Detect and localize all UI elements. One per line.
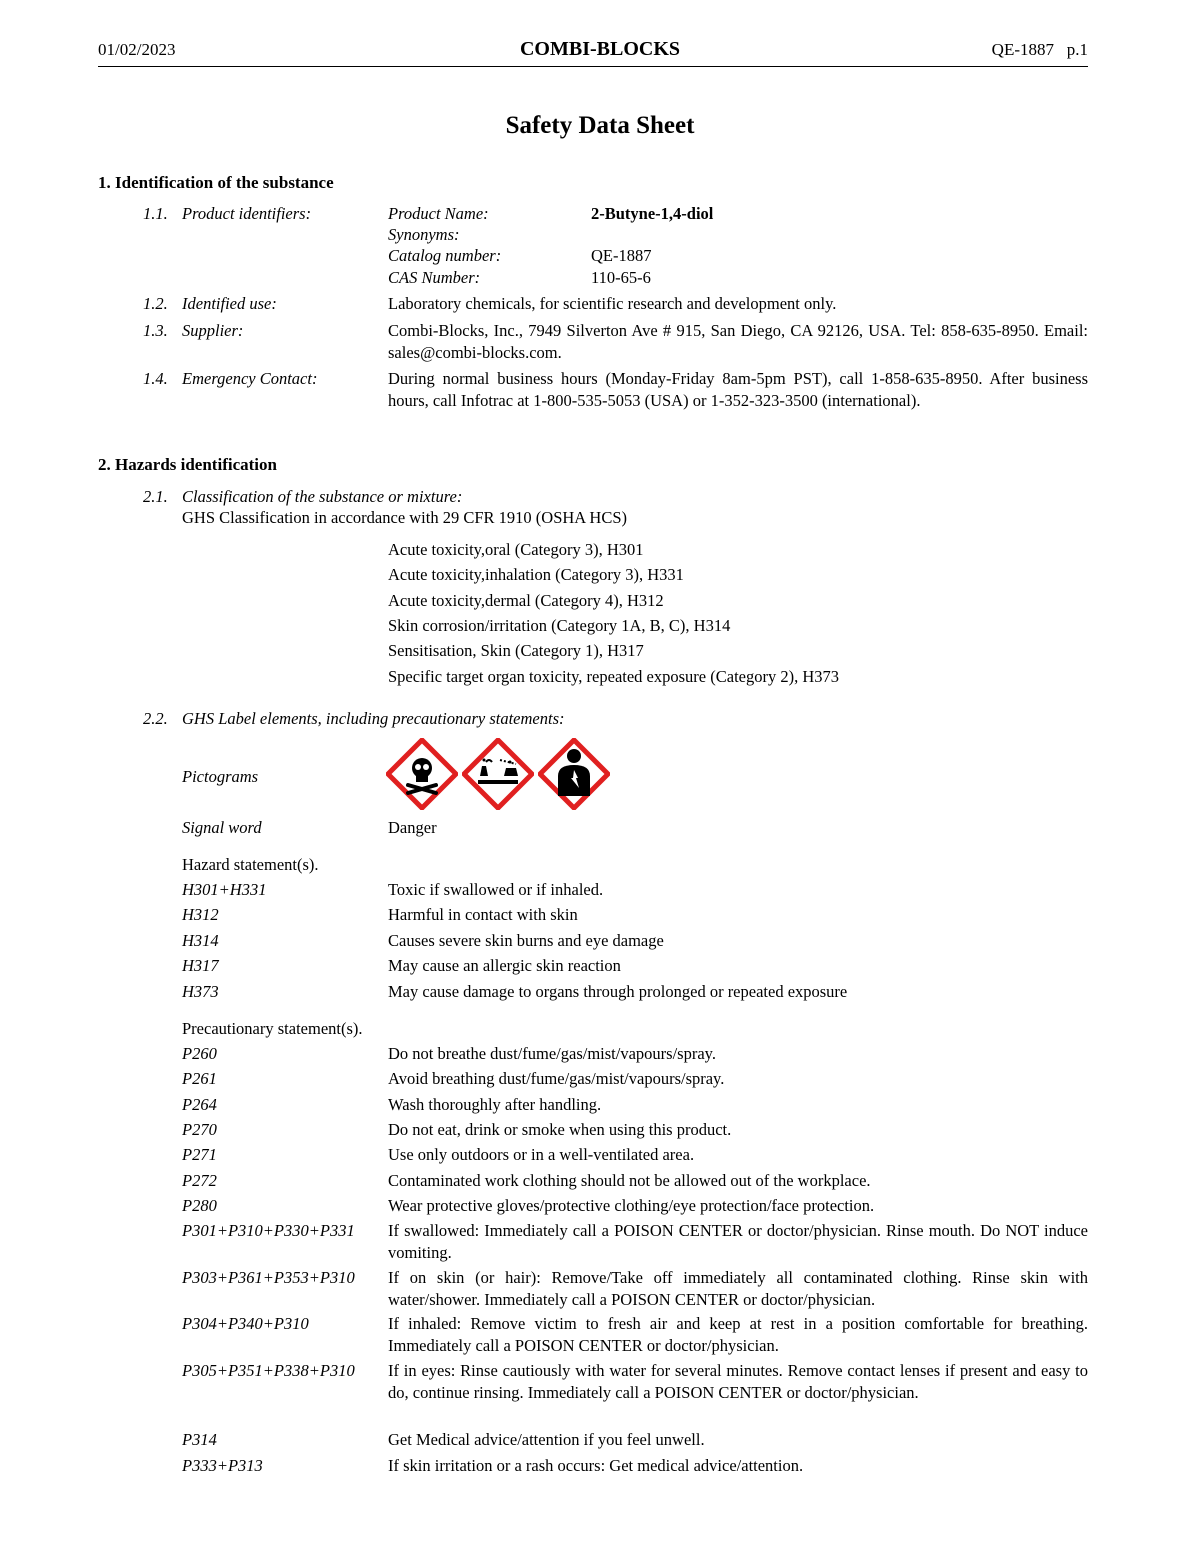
header-page: p.1 xyxy=(1066,40,1088,59)
cas-value: 110-65-6 xyxy=(591,268,651,287)
precaution-code: P280 xyxy=(182,1196,217,1215)
s14-label: Emergency Contact: xyxy=(182,369,318,388)
precaution-heading: Precautionary statement(s). xyxy=(182,1019,363,1038)
precaution-text: Avoid breathing dust/fume/gas/mist/vapours/spray. xyxy=(388,1069,725,1088)
precaution-text: Get Medical advice/attention if you feel unwell. xyxy=(388,1430,705,1449)
class-item: Specific target organ toxicity, repeated exposure (Category 2), H373 xyxy=(388,667,840,686)
precaution-text: Use only outdoors or in a well-ventilated area. xyxy=(388,1145,695,1164)
product-name-value: 2-Butyne-1,4-diol xyxy=(591,204,714,223)
header-code-page xyxy=(992,40,1088,60)
hazard-heading: Hazard statement(s). xyxy=(182,855,319,874)
s11-label: Product identifiers: xyxy=(182,204,312,223)
precaution-code: P261 xyxy=(182,1069,217,1088)
hazard-text: Toxic if swallowed or if inhaled. xyxy=(388,880,604,899)
class-item: Acute toxicity,inhalation (Category 3), H331 xyxy=(388,565,684,584)
catalog-value: QE-1887 xyxy=(591,246,652,265)
class-item: Acute toxicity,dermal (Category 4), H312 xyxy=(388,591,664,610)
precaution-text: If inhaled: Remove victim to fresh air and keep at rest in a position comfortable for breathing. Immediately call a POISON CENTER or doctor/physician. xyxy=(388,1314,1088,1355)
s22-num: 2.2. xyxy=(143,709,168,728)
s14-num: 1.4. xyxy=(143,369,168,388)
precaution-text: Wash thoroughly after handling. xyxy=(388,1095,602,1114)
precaution-code: P270 xyxy=(182,1120,217,1139)
s21-label: Classification of the substance or mixture: xyxy=(182,487,463,506)
precaution-text: If skin irritation or a rash occurs: Get medical advice/attention. xyxy=(388,1456,804,1475)
hazard-text: Causes severe skin burns and eye damage xyxy=(388,931,664,950)
signal-word-label: Signal word xyxy=(182,818,262,837)
skull-crossbones-icon xyxy=(386,738,458,810)
catalog-label: Catalog number: xyxy=(388,246,502,265)
precaution-code: P301+P310+P330+P331 xyxy=(182,1221,355,1240)
hazard-code: H301+H331 xyxy=(182,880,267,899)
hazard-text: Harmful in contact with skin xyxy=(388,905,578,924)
class-item: Skin corrosion/irritation (Category 1A, B, C), H314 xyxy=(388,616,731,635)
hazard-code: H317 xyxy=(182,956,219,975)
synonyms-label: Synonyms: xyxy=(388,225,460,244)
precaution-code: P314 xyxy=(182,1430,217,1449)
cas-label: CAS Number: xyxy=(388,268,481,287)
page-title: Safety Data Sheet xyxy=(505,112,695,139)
corrosion-icon xyxy=(462,738,534,810)
section2-heading: 2. Hazards identification xyxy=(98,455,277,474)
class-item: Acute toxicity,oral (Category 3), H301 xyxy=(388,540,644,559)
product-name-label: Product Name: xyxy=(388,204,489,223)
s12-text: Laboratory chemicals, for scientific research and development only. xyxy=(388,294,837,313)
s14-text: During normal business hours (Monday-Friday 8am-5pm PST), call 1-858-635-8950. After business hours, call Infotrac at 1-800-535-5053 (USA) or 1-352-323-3500 (international). xyxy=(388,369,1088,410)
s12-num: 1.2. xyxy=(143,294,168,313)
s13-num: 1.3. xyxy=(143,321,168,340)
header-company: COMBI-BLOCKS xyxy=(519,38,681,60)
precaution-code: P305+P351+P338+P310 xyxy=(182,1361,355,1380)
s11-num: 1.1. xyxy=(143,204,168,223)
s21-num: 2.1. xyxy=(143,487,168,506)
precaution-text: Wear protective gloves/protective clothing/eye protection/face protection. xyxy=(388,1196,875,1215)
precaution-text: Do not eat, drink or smoke when using this product. xyxy=(388,1120,732,1139)
header-rule xyxy=(98,66,1088,67)
precaution-text: If on skin (or hair): Remove/Take off immediately all contaminated clothing. Rinse skin with water/shower. Immediately call a POISON CENTER or doctor/physician. xyxy=(388,1268,1088,1309)
hazard-code: H312 xyxy=(182,905,219,924)
s21-sub: GHS Classification in accordance with 29 CFR 1910 (OSHA HCS) xyxy=(182,508,628,527)
hazard-text: May cause damage to organs through prolonged or repeated exposure xyxy=(388,982,848,1001)
s12-label: Identified use: xyxy=(182,294,277,313)
precaution-code: P303+P361+P353+P310 xyxy=(182,1268,355,1287)
class-item: Sensitisation, Skin (Category 1), H317 xyxy=(388,641,644,660)
precaution-code: P304+P340+P310 xyxy=(182,1314,309,1333)
s22-label: GHS Label elements, including precautionary statements: xyxy=(182,709,565,728)
hazard-code: H373 xyxy=(182,982,219,1001)
precaution-text: If in eyes: Rinse cautiously with water for several minutes. Remove contact lenses if present and easy to do, continue rinsing. Immediately call a POISON CENTER or doctor/physician. xyxy=(388,1361,1088,1402)
header-code: QE-1887 xyxy=(991,40,1054,59)
precaution-code: P260 xyxy=(182,1044,217,1063)
section1-heading: 1. Identification of the substance xyxy=(98,173,334,192)
pictograms-label: Pictograms xyxy=(182,767,259,786)
precaution-text: Contaminated work clothing should not be allowed out of the workplace. xyxy=(388,1171,871,1190)
precaution-text: If swallowed: Immediately call a POISON CENTER or doctor/physician. Rinse mouth. Do NOT induce vomiting. xyxy=(388,1221,1088,1262)
hazard-text: May cause an allergic skin reaction xyxy=(388,956,621,975)
signal-word-value: Danger xyxy=(388,818,437,837)
precaution-code: P264 xyxy=(182,1095,217,1114)
precaution-code: P271 xyxy=(182,1145,217,1164)
precaution-code: P272 xyxy=(182,1171,217,1190)
s13-label: Supplier: xyxy=(182,321,244,340)
hazard-code: H314 xyxy=(182,931,219,950)
precaution-text: Do not breathe dust/fume/gas/mist/vapours/spray. xyxy=(388,1044,716,1063)
health-hazard-icon xyxy=(538,738,610,810)
header-date: 01/02/2023 xyxy=(98,40,176,59)
precaution-code: P333+P313 xyxy=(182,1456,263,1475)
s13-text: Combi-Blocks, Inc., 7949 Silverton Ave # 915, San Diego, CA 92126, USA. Tel: 858-635-8950. Email: sales@combi-blocks.com. xyxy=(388,321,1088,362)
